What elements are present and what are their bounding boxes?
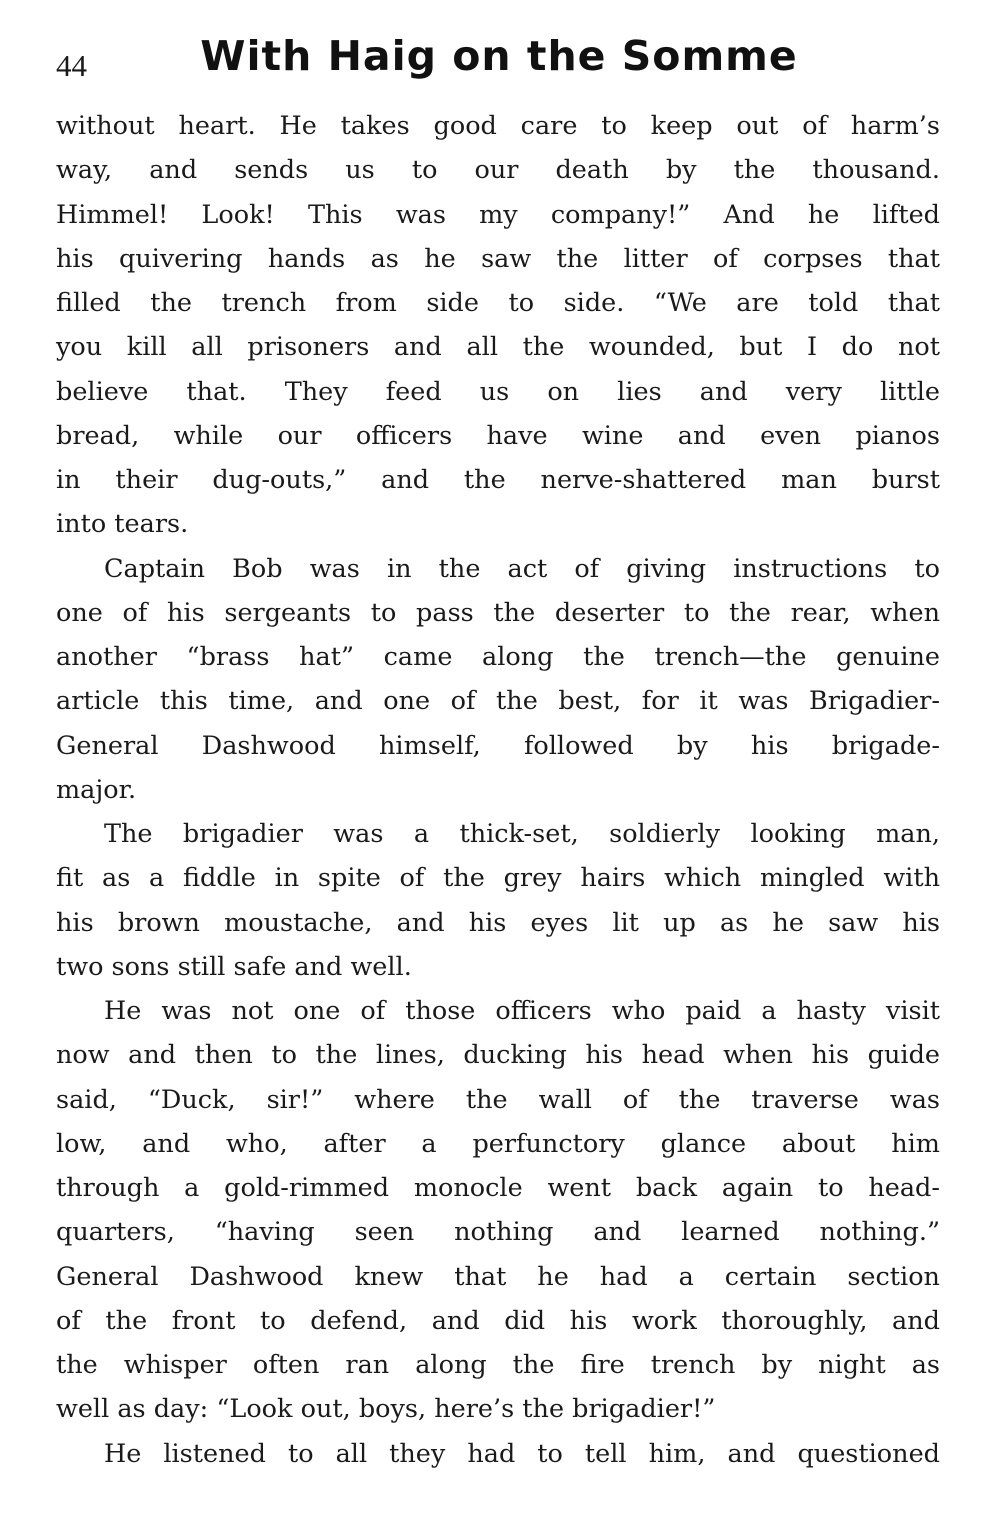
text-line: now and then to the lines, ducking his head when his guide bbox=[56, 1040, 940, 1071]
text-line: quarters, “having seen nothing and learned nothing.” bbox=[56, 1217, 940, 1248]
text-line: of the front to defend, and did his work thoroughly, and bbox=[56, 1305, 940, 1336]
running-title: With Haig on the Somme bbox=[200, 32, 798, 80]
text-line: low, and who, after a perfunctory glance about him bbox=[56, 1128, 940, 1159]
text-line: through a gold-rimmed monocle went back again to head- bbox=[56, 1173, 940, 1203]
text-line: major. bbox=[56, 774, 137, 805]
text-line: well as day: “Look out, boys, here’s the brigadier!” bbox=[56, 1394, 716, 1425]
paragraph-start-line: Captain Bob was in the act of giving instructions to bbox=[104, 553, 940, 584]
text-line: fit as a fiddle in spite of the grey hairs which mingled with bbox=[56, 863, 940, 894]
text-line: General Dashwood himself, followed by his brigade- bbox=[56, 730, 940, 761]
text-line: two sons still safe and well. bbox=[56, 951, 412, 982]
body-text bbox=[56, 104, 940, 1476]
paragraph-start-line: He listened to all they had to tell him, and questioned bbox=[104, 1438, 940, 1469]
text-line: way, and sends us to our death by the thousand. bbox=[56, 155, 940, 186]
text-line: without heart. He takes good care to keep out of harm’s bbox=[56, 111, 940, 141]
text-line: into tears. bbox=[56, 509, 189, 540]
text-line: his brown moustache, and his eyes lit up as he saw his bbox=[56, 907, 940, 938]
text-line: filled the trench from side to side. “We are told that bbox=[56, 288, 940, 318]
page-number: 44 bbox=[56, 48, 87, 83]
text-line: his quivering hands as he saw the litter of corpses that bbox=[56, 243, 940, 274]
text-line: believe that. They feed us on lies and very little bbox=[56, 376, 940, 407]
text-line: General Dashwood knew that he had a certain section bbox=[56, 1261, 940, 1292]
text-line: the whisper often ran along the fire trench by night as bbox=[56, 1350, 940, 1380]
text-line: one of his sergeants to pass the deserter to the rear, when bbox=[56, 597, 940, 628]
text-line: Himmel! Look! This was my company!” And he lifted bbox=[56, 199, 940, 230]
page-header bbox=[56, 32, 942, 92]
paragraph-start-line: He was not one of those officers who paid a hasty visit bbox=[104, 996, 940, 1026]
text-line: another “brass hat” came along the trench—the genuine bbox=[56, 642, 940, 672]
paragraph-start-line: The brigadier was a thick-set, soldierly looking man, bbox=[104, 819, 940, 849]
text-line: in their dug-outs,” and the nerve-shattered man burst bbox=[56, 465, 940, 495]
text-line: you kill all prisoners and all the wounded, but I do not bbox=[56, 332, 940, 363]
text-line: said, “Duck, sir!” where the wall of the traverse was bbox=[56, 1084, 940, 1115]
text-line: bread, while our officers have wine and even pianos bbox=[56, 420, 940, 451]
text-line: article this time, and one of the best, for it was Brigadier- bbox=[56, 686, 940, 717]
